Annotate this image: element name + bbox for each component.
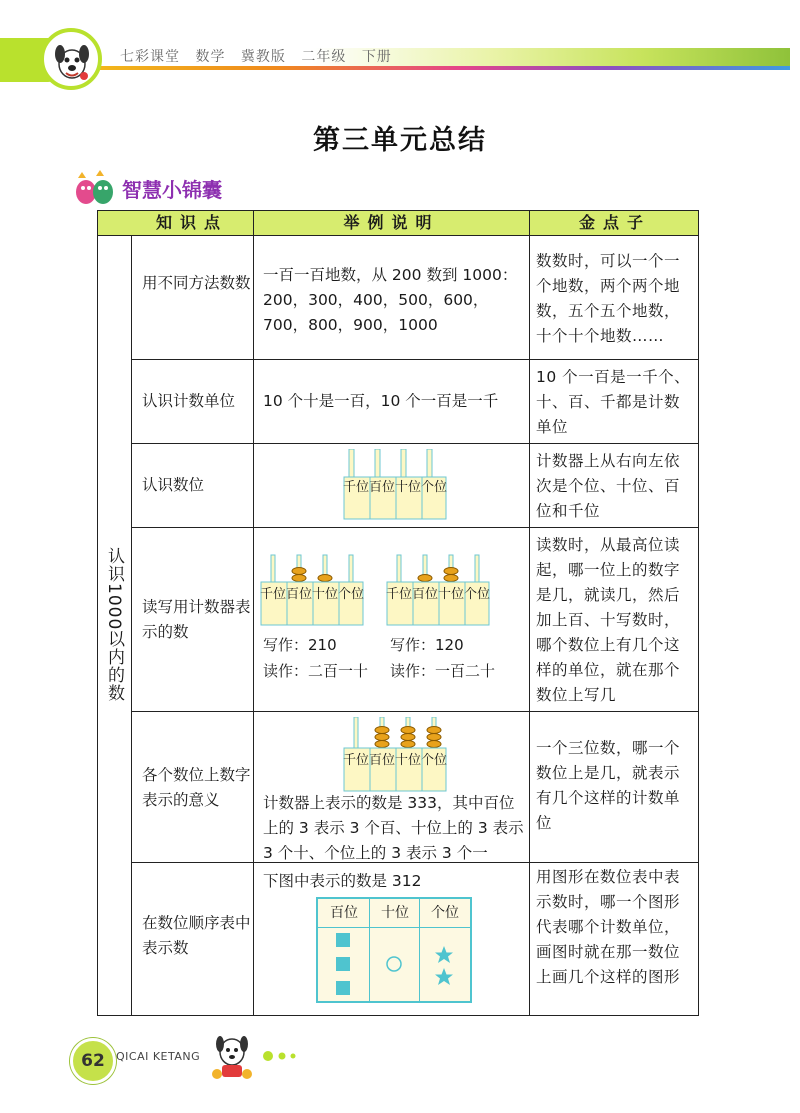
- topic-place-table: 在数位顺序表中表示数: [142, 914, 251, 957]
- page-title: 第三单元总结: [313, 125, 487, 156]
- abacus-label: 个位: [464, 587, 491, 602]
- dinosaur-mascot-icon: [72, 168, 116, 206]
- header-examples: 举例说明: [343, 213, 440, 232]
- read-120: 读作：一百二十: [390, 662, 496, 680]
- grid-line: [131, 235, 132, 1015]
- abacus-label: 十位: [438, 587, 465, 602]
- abacus-label: 百位: [286, 587, 313, 602]
- term: 下册: [361, 49, 392, 65]
- row-divider: [131, 711, 698, 712]
- write-120: 写作：120: [390, 636, 464, 654]
- write-210: 写作：210: [263, 636, 337, 654]
- abacus-210: [260, 551, 364, 627]
- dog-mascot-icon: [40, 28, 102, 90]
- table-header-row: [98, 211, 698, 236]
- topic-digit-meaning: 各个数位上数字表示的意义: [142, 766, 251, 809]
- place-header-tens: 十位: [381, 905, 409, 921]
- page-number: 62: [81, 1051, 105, 1071]
- place-value-table: [316, 897, 472, 1003]
- hundreds-squares: [318, 927, 369, 1001]
- abacus-333: [343, 717, 447, 793]
- brand-name: 七彩课堂: [120, 49, 180, 65]
- grid-line: [529, 211, 530, 1015]
- summary-table: [97, 210, 699, 1016]
- grade: 二年级: [301, 49, 347, 65]
- example-digit-meaning: 计数器上表示的数是 333，其中百位上的 3 表示 3 个百、十位上的 3 表示 3 个十、个位上的 3 表示 3 个一: [263, 794, 524, 862]
- side-label: 认识1000以内的数: [104, 547, 124, 703]
- abacus-place-values: [343, 449, 447, 521]
- abacus-label: 千位: [343, 753, 370, 768]
- read-210: 读作：二百一十: [263, 662, 369, 680]
- tip-place-values: 计数器上从右向左依次是个位、十位、百位和千位: [536, 452, 681, 520]
- ones-stars: [419, 927, 470, 1001]
- topic-place-values: 认识数位: [142, 476, 205, 494]
- example-place-table: 下图中表示的数是 312: [263, 872, 422, 890]
- example-counting: 一百一百地数，从 200 数到 1000：200，300，400，500，600，700，800，900，1000: [263, 266, 518, 334]
- example-units: 10 个十是一百，10 个一百是一千: [263, 392, 499, 410]
- tip-units: 10 个一百是一千个、十、百、千都是计数单位: [536, 368, 691, 436]
- tens-circle: [369, 927, 419, 1001]
- abacus-label: 十位: [395, 480, 422, 495]
- grid-line: [253, 211, 254, 1015]
- book-title: [120, 46, 402, 66]
- page-number-badge: [70, 1038, 116, 1084]
- section-title: 智慧小锦囊: [122, 178, 222, 202]
- topic-counting: 用不同方法数数: [142, 274, 251, 292]
- place-header-hundreds: 百位: [330, 905, 358, 921]
- dog-mascot-footer-icon: [205, 1030, 259, 1082]
- header-knowledge-point: 知识点: [155, 213, 228, 232]
- abacus-label: 千位: [386, 587, 413, 602]
- topic-units: 认识计数单位: [142, 392, 236, 410]
- tip-counting: 数数时，可以一个一个地数，两个两个地数，五个五个地数，十个十个地数……: [536, 252, 681, 345]
- abacus-120: [386, 551, 490, 627]
- topic-read-write: 读写用计数器表示的数: [142, 598, 251, 641]
- page-header: [0, 0, 800, 110]
- abacus-label: 个位: [421, 753, 448, 768]
- row-divider: [131, 527, 698, 528]
- footer-dots: [262, 1048, 302, 1062]
- tip-place-table: 用图形在数位表中表示数时，哪一个图形代表哪个计数单位，画图时就在那一数位上画几个这样的图形: [536, 868, 681, 986]
- abacus-label: 千位: [260, 587, 287, 602]
- place-header-ones: 个位: [431, 905, 459, 921]
- abacus-label: 个位: [338, 587, 365, 602]
- abacus-label: 十位: [312, 587, 339, 602]
- row-divider: [131, 443, 698, 444]
- abacus-label: 百位: [369, 753, 396, 768]
- abacus-label: 十位: [395, 753, 422, 768]
- side-label-cell: [98, 235, 131, 1015]
- row-divider: [131, 359, 698, 360]
- tip-digit-meaning: 一个三位数，哪一个数位上是几，就表示有几个这样的计数单位: [536, 739, 681, 832]
- edition: 冀教版: [240, 49, 286, 65]
- subject: 数学: [195, 49, 226, 65]
- footer-brand: QICAI KETANG: [116, 1050, 201, 1063]
- abacus-label: 千位: [343, 480, 370, 495]
- header-rainbow-line: [55, 66, 790, 70]
- abacus-label: 百位: [369, 480, 396, 495]
- abacus-label: 个位: [421, 480, 448, 495]
- abacus-label: 百位: [412, 587, 439, 602]
- header-tips: 金点子: [578, 213, 651, 232]
- tip-read-write: 读数时，从最高位读起，哪一位上的数字是几，就读几，然后加上百、十写数时，哪个数位上有几个这样的单位，就在那个数位上写几: [536, 536, 681, 704]
